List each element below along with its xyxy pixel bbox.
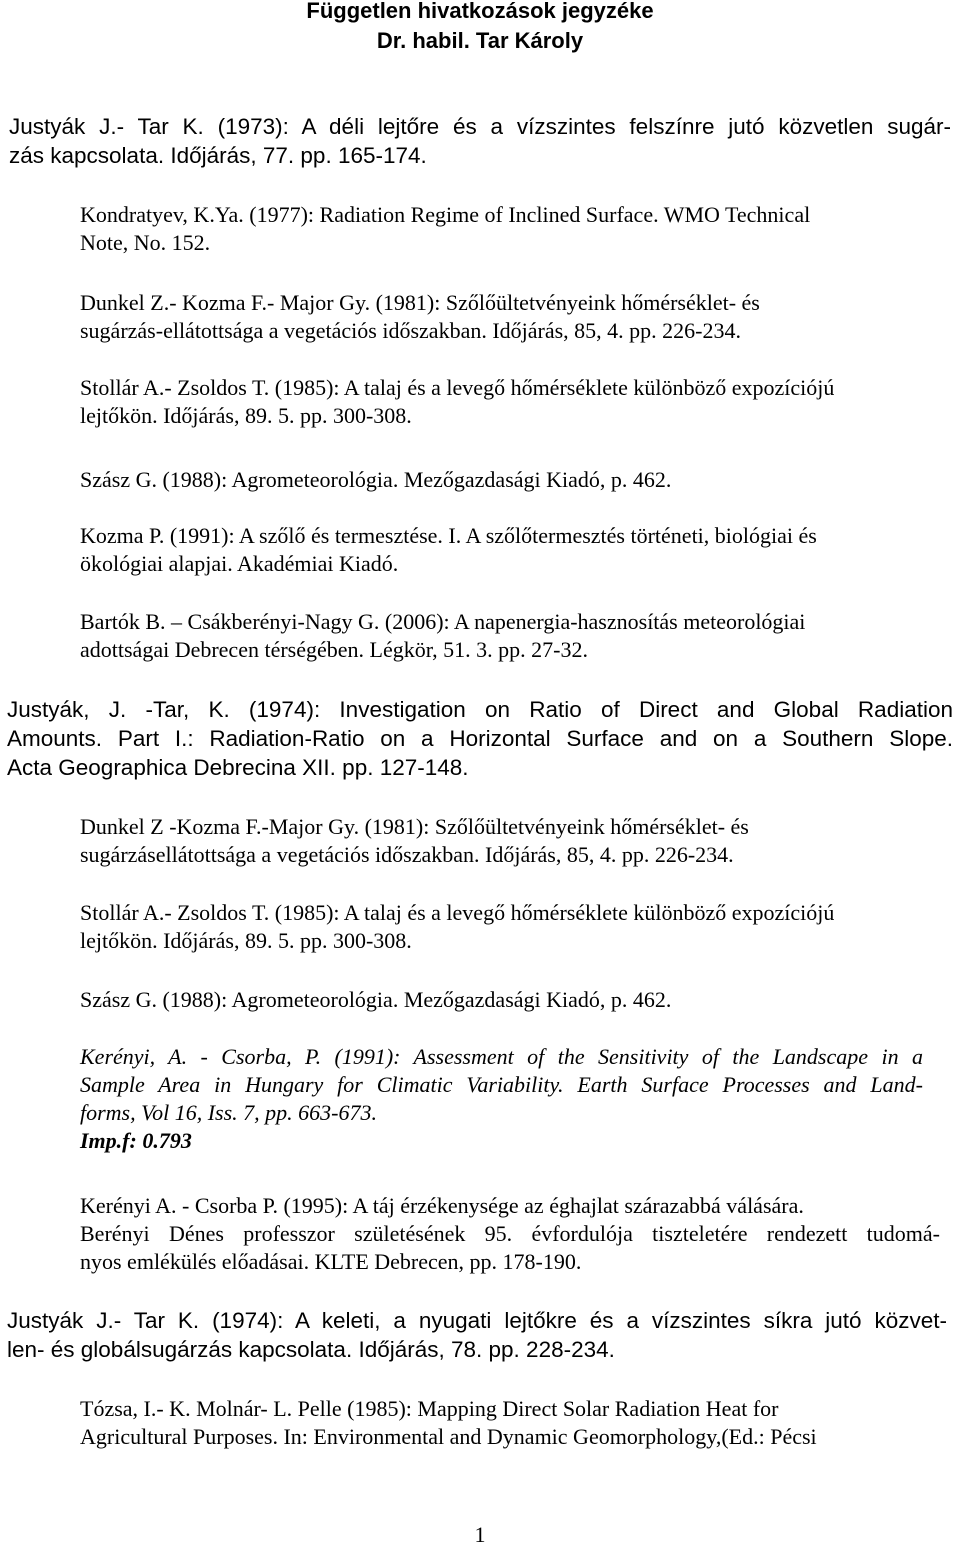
reference-item-4 bbox=[80, 374, 834, 430]
reference-line: Berényi Dénes professzor születésének 95. évfordulója tiszteletére rendezett tudomá- bbox=[80, 1221, 940, 1246]
reference-line: Kondratyev, K.Ya. (1977): Radiation Regime of Inclined Surface. WMO Technical bbox=[80, 202, 811, 227]
reference-line: adottságai Debrecen térségében. Légkör, 51. 3. pp. 27-32. bbox=[80, 637, 588, 662]
reference-line: Justyák J.- Tar K. (1974): A keleti, a nyugati lejtőkre és a vízszintes síkra jutó közvet- bbox=[7, 1308, 947, 1333]
reference-line: Justyák J.- Tar K. (1973): A déli lejtőre és a vízszintes felszínre jutó közvetlen sugár- bbox=[9, 114, 951, 139]
reference-item-6 bbox=[80, 522, 817, 578]
reference-line: forms, Vol 16, Iss. 7, pp. 663-673. bbox=[80, 1100, 378, 1125]
reference-item-11 bbox=[80, 986, 671, 1014]
reference-line: Agricultural Purposes. In: Environmental and Dynamic Geomorphology,(Ed.: Pécsi bbox=[80, 1424, 817, 1449]
reference-item-7 bbox=[80, 608, 805, 664]
reference-item-14 bbox=[7, 1306, 947, 1364]
reference-item-10 bbox=[80, 899, 834, 955]
reference-line: sugárzás-ellátottsága a vegetációs időszakban. Időjárás, 85, 4. pp. 226-234. bbox=[80, 318, 742, 343]
reference-item-15 bbox=[80, 1395, 817, 1451]
reference-item-1 bbox=[9, 112, 951, 170]
reference-item-2 bbox=[80, 201, 810, 257]
reference-line: Amounts. Part I.: Radiation-Ratio on a Horizontal Surface and on a Southern Slope. bbox=[7, 726, 953, 751]
page-number: 1 bbox=[474, 1522, 486, 1547]
reference-item-13 bbox=[80, 1192, 940, 1276]
reference-line: Kozma P. (1991): A szőlő és termesztése. I. A szőlőtermesztés történeti, biológiai és bbox=[80, 523, 817, 548]
reference-line: Tózsa, I.- K. Molnár- L. Pelle (1985): Mapping Direct Solar Radiation Heat for bbox=[80, 1396, 779, 1421]
document-subtitle: Dr. habil. Tar Károly bbox=[376, 28, 584, 53]
reference-line: sugárzásellátottsága a vegetációs időszakban. Időjárás, 85, 4. pp. 226-234. bbox=[80, 842, 734, 867]
reference-line: Acta Geographica Debrecina XII. pp. 127-148. bbox=[7, 755, 469, 780]
reference-line: Kerényi A. - Csorba P. (1995): A táj érzékenysége az éghajlat szárazabbá válására. bbox=[80, 1193, 804, 1218]
reference-item-12 bbox=[80, 1043, 923, 1155]
reference-line: Dunkel Z -Kozma F.-Major Gy. (1981): Szőlőültetvényeink hőmérséklet- és bbox=[80, 814, 749, 839]
reference-line: Sample Area in Hungary for Climatic Variability. Earth Surface Processes and Land- bbox=[80, 1072, 923, 1097]
reference-line: Note, No. 152. bbox=[80, 230, 211, 255]
document-title: Független hivatkozások jegyzéke bbox=[306, 0, 654, 23]
reference-item-5 bbox=[80, 466, 671, 494]
reference-line: Szász G. (1988): Agrometeorológia. Mezőgazdasági Kiadó, p. 462. bbox=[80, 987, 672, 1012]
reference-line: zás kapcsolata. Időjárás, 77. pp. 165-174. bbox=[9, 143, 427, 168]
reference-line: Stollár A.- Zsoldos T. (1985): A talaj és a levegő hőmérséklete különböző expozíciójú bbox=[80, 375, 835, 400]
reference-line: nyos emlékülés előadásai. KLTE Debrecen, pp. 178-190. bbox=[80, 1249, 582, 1274]
reference-line: len- és globálsugárzás kapcsolata. Időjárás, 78. pp. 228-234. bbox=[7, 1337, 615, 1362]
reference-line: Kerényi, A. - Csorba, P. (1991): Assessment of the Sensitivity of the Landscape in a bbox=[80, 1044, 923, 1069]
reference-line: lejtőkön. Időjárás, 89. 5. pp. 300-308. bbox=[80, 403, 412, 428]
impact-factor: Imp.f: 0.793 bbox=[80, 1128, 192, 1153]
reference-line: Justyák, J. -Tar, K. (1974): Investigation on Ratio of Direct and Global Radiation bbox=[7, 697, 953, 722]
reference-item-9 bbox=[80, 813, 749, 869]
reference-line: Szász G. (1988): Agrometeorológia. Mezőgazdasági Kiadó, p. 462. bbox=[80, 467, 672, 492]
reference-line: Stollár A.- Zsoldos T. (1985): A talaj és a levegő hőmérséklete különböző expozíciójú bbox=[80, 900, 835, 925]
reference-item-3 bbox=[80, 289, 760, 345]
reference-line: Bartók B. – Csákberényi-Nagy G. (2006): A napenergia-hasznosítás meteorológiai bbox=[80, 609, 806, 634]
reference-line: ökológiai alapjai. Akadémiai Kiadó. bbox=[80, 551, 399, 576]
reference-item-8 bbox=[7, 695, 953, 782]
reference-line: Dunkel Z.- Kozma F.- Major Gy. (1981): Szőlőültetvényeink hőmérséklet- és bbox=[80, 290, 760, 315]
reference-line: lejtőkön. Időjárás, 89. 5. pp. 300-308. bbox=[80, 928, 412, 953]
